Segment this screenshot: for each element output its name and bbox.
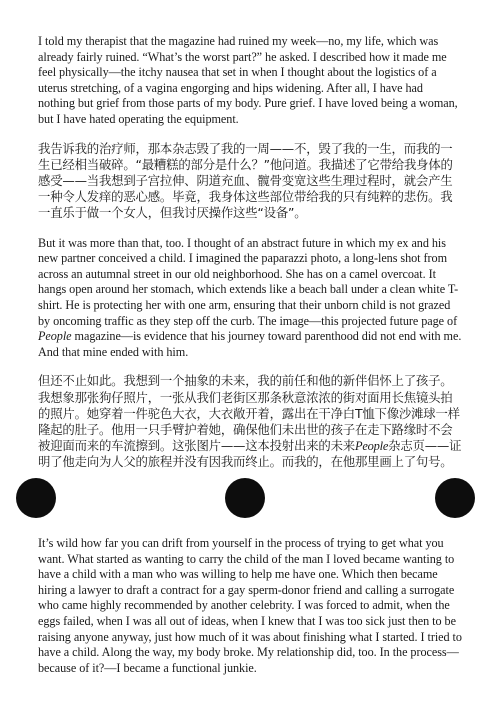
article-body-bottom bbox=[38, 536, 462, 689]
section-divider-dots bbox=[0, 478, 500, 524]
paragraph-2-chinese-part-a: 但还不止如此。我想到一个抽象的未来，我的前任和他的新伴侣怀上了孩子。我想象那张狗仔照片，一张从我们老街区那条秋意浓浓的街对面用长焦镜头拍的照片。她穿着一件驼色大衣，大衣敞开着，露出在干净白T恤下像沙滩球一样隆起的肚子。他用一只手臂护着她，确保他们未出世的孩子在走下路缘时不会被迎面而来的车流擦到。这张图片——这本投射出来的未来 bbox=[38, 373, 460, 454]
paragraph-2-english-part-a: But it was more than that, too. I thought of an abstract future in which my ex and his new partner conceived a child. I imagined the paparazzi photo, a long-lens shot from across an autumnal street in our old neighborhood. She has on a camel overcoat. It hangs open around her stomach, which extends like a beach ball under a clean white T-shirt. He is protecting her with one arm, ensuring that their unborn child is not grazed by oncoming traffic as they step off the curb. The image—this projected future page of bbox=[38, 235, 459, 328]
paragraph-2-chinese-part-b: 杂志页——证明了他走向为人父的旅程并没有因我而终止。而我的，在他那里画上了句号。 bbox=[38, 438, 462, 470]
divider-dot-right bbox=[435, 478, 475, 518]
paragraph-1-chinese: 我告诉我的治疗师，那本杂志毁了我的一周——不，毁了我的一生，而我的一生已经相当破碎。“最糟糕的部分是什么？”他问道。我描述了它带给我身体的感受——当我想到子宫拉伸、阴道充血、髋骨变宽这些生理过程时，就会产生一种令人发痒的恶心感。毕竟，我身体这些部位带给我的只有纯粹的悲伤。我一直乐于做一个女人，但我讨厌操作这些“设备”。 bbox=[38, 140, 453, 221]
divider-dot-center bbox=[225, 478, 265, 518]
article-body-top bbox=[38, 34, 462, 485]
magazine-title-italic: People bbox=[38, 329, 72, 344]
magazine-title-italic-zh: People bbox=[354, 439, 389, 454]
paragraph-2-english bbox=[38, 236, 462, 361]
divider-dot-left bbox=[16, 478, 56, 518]
paragraph-2-chinese bbox=[38, 373, 462, 470]
paragraph-2-english-part-b: magazine—is evidence that his journey toward parenthood did not end with me. And that mine ended with him. bbox=[38, 329, 462, 359]
paragraph-3-english: It’s wild how far you can drift from yourself in the process of trying to get what you want. What started as wanting to carry the child of the man I loved became wanting to have a child with a man who was willing to help me have one. Which then became hiring a lawyer to draft a contract for a gay sperm-donor friend and calling a surrogate who came highly recommended by another celebrity. I was forced to admit, when the eggs failed, when I was all out of ideas, when I knew that I was too sick just then to be raising anyone anyway, just how much of it was about finishing what I started. I tried to have a child. Along the way, my body broke. My relationship did, too. In the process—because of it?—I became a functional junkie. bbox=[38, 536, 462, 675]
paragraph-1-english: I told my therapist that the magazine had ruined my week—no, my life, which was already fairly ruined. “What’s the worst part?” he asked. I described how it made me feel physically—the itchy nausea that set in when I thought about the logistics of a uterus stretching, of a vagina engorging and hips widening. After all, I have had nothing but grief from those parts of my body. Pure grief. I have loved being a woman, but I have hated operating the equipment. bbox=[38, 34, 458, 126]
